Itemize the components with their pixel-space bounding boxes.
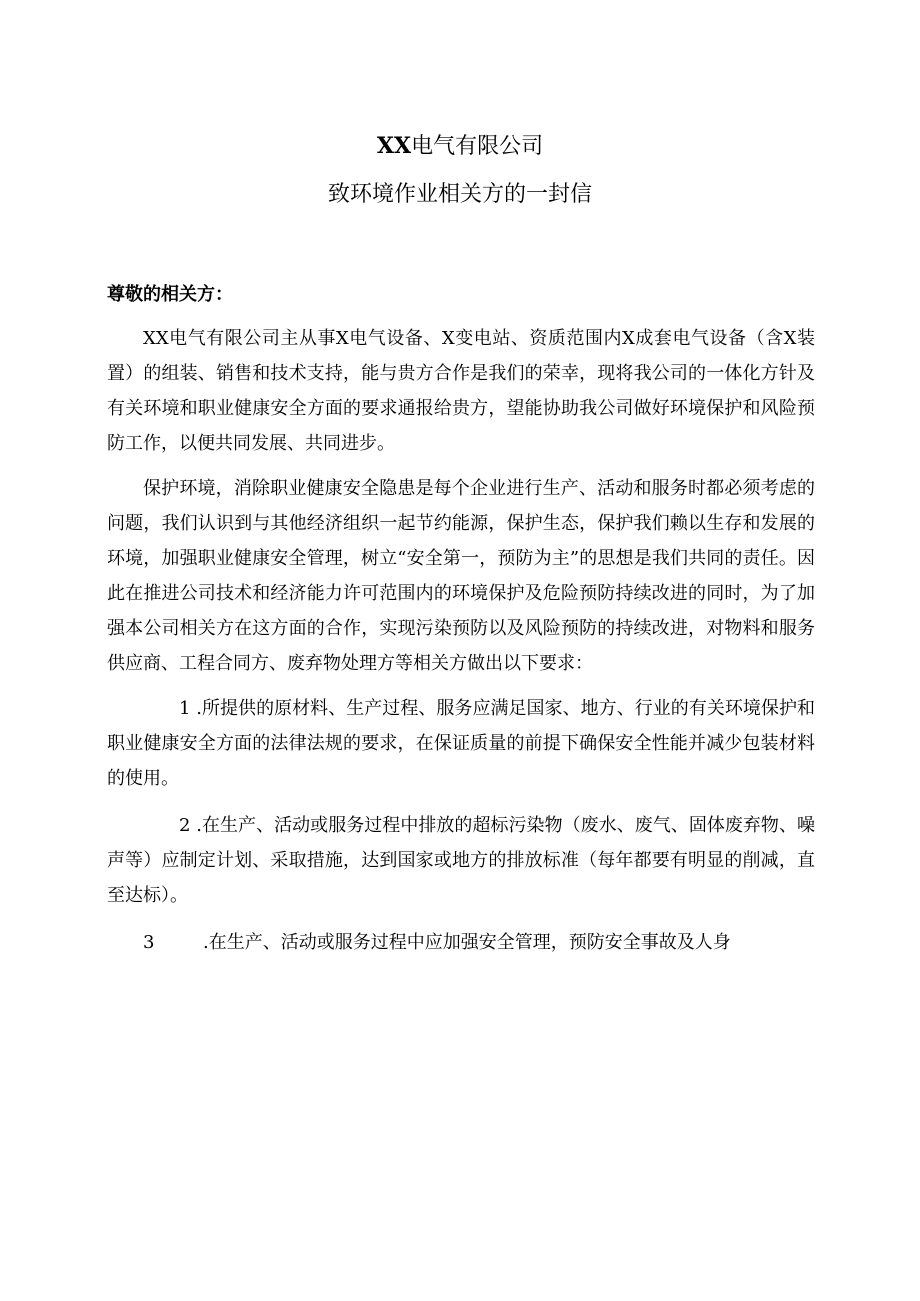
- company-title: [0, 130, 920, 163]
- requirement-item-1: [107, 691, 815, 796]
- requirement-number: 2: [179, 815, 191, 836]
- letter-title: 致环境作业相关方的一封信: [327, 182, 592, 207]
- requirement-number: 3: [143, 932, 155, 953]
- requirements-paragraph: 保护环境，消除职业健康安全隐患是每个企业进行生产、活动和服务时都必须考虑的问题，我们认识到与其他经济组织一起节约能源，保护生态，保护我们赖以生存和发展的环境，加强职业健康安全管理，树立“安全第一，预防为主”的思想是我们共同的责任。因此在推进公司技术和经济能力许可范围内的环境保护及危险预防持续改进的同时，为了加强本公司相关方在这方面的合作，实现污染预防以及风险预防的持续改进，对物料和服务供应商、工程合同方、废弃物处理方等相关方做出以下要求：: [107, 478, 815, 674]
- salutation: 尊敬的相关方：: [107, 284, 233, 305]
- requirement-text: .在生产、活动或服务过程中排放的超标污染物（废水、废气、固体废弃物、噪声等）应制定计划、采取措施，达到国家或地方的排放标准（每年都要有明显的削减，直至达标）。: [107, 815, 815, 906]
- requirement-text: .在生产、活动或服务过程中应加强安全管理，预防安全事故及人身: [203, 932, 731, 953]
- company-name: 电气有限公司: [411, 134, 544, 159]
- intro-paragraph: XX电气有限公司主从事X电气设备、X变电站、资质范围内X成套电气设备（含X装置）的组装、销售和技术支持，能与贵方合作是我们的荣幸，现将我公司的一体化方针及有关环境和职业健康安全方面的要求通报给贵方，望能协助我公司做好环境保护和风险预防工作，以便共同发展、共同进步。: [107, 328, 815, 454]
- requirement-text: .所提供的原材料、生产过程、服务应满足国家、地方、行业的有关环境保护和职业健康安全方面的法律法规的要求，在保证质量的前提下确保安全性能并减少包装材料的使用。: [107, 698, 815, 789]
- letter-body: [107, 321, 815, 960]
- requirement-item-2: [107, 808, 815, 913]
- company-prefix: XX: [376, 133, 412, 159]
- requirement-number: 1: [179, 698, 191, 719]
- requirement-item-3: [107, 925, 815, 960]
